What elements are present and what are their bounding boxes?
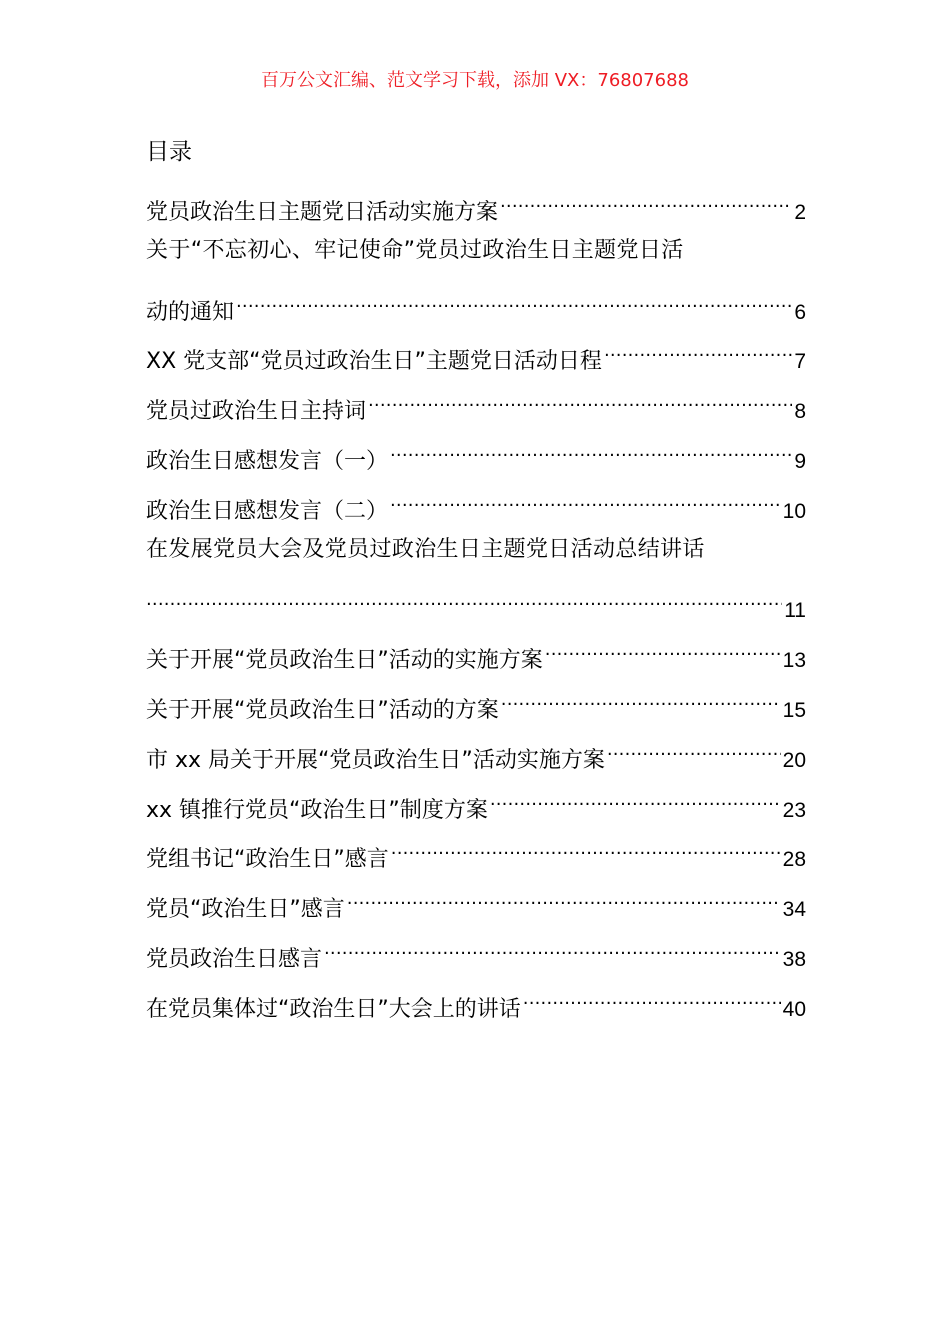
toc-entry[interactable] bbox=[146, 731, 806, 773]
toc-entry[interactable] bbox=[146, 432, 806, 474]
dot-leader bbox=[368, 382, 792, 418]
toc-entry[interactable] bbox=[146, 631, 806, 674]
toc-entry-label: 关于“不忘初心、牢记使命”党员过政治生日主题党日活 bbox=[146, 237, 684, 263]
dot-leader bbox=[390, 432, 792, 468]
dot-leader bbox=[146, 581, 782, 617]
toc-entry[interactable] bbox=[146, 382, 806, 425]
dot-leader bbox=[391, 830, 781, 866]
toc-entry[interactable] bbox=[146, 233, 806, 325]
toc-entry-page: 9 bbox=[794, 449, 806, 473]
toc-entry[interactable] bbox=[146, 183, 806, 225]
toc-entry[interactable] bbox=[146, 482, 806, 524]
toc-entry-label: 党员“政治生日”感言 bbox=[146, 897, 345, 923]
dot-leader bbox=[501, 681, 781, 717]
toc-entry-page: 20 bbox=[782, 748, 806, 772]
dot-leader bbox=[490, 781, 781, 817]
toc-entry-label: 党员政治生日感言 bbox=[146, 946, 323, 972]
toc-entry[interactable] bbox=[146, 830, 806, 873]
toc-entry[interactable] bbox=[146, 930, 806, 972]
toc-entry-page: 11 bbox=[784, 599, 806, 623]
toc-entry-page: 34 bbox=[782, 898, 806, 922]
toc-entry-page: 23 bbox=[782, 798, 806, 822]
dot-leader bbox=[390, 482, 781, 518]
toc-entry-label: 在党员集体过“政治生日”大会上的讲话 bbox=[146, 996, 521, 1022]
dot-leader bbox=[236, 283, 792, 319]
toc-entry[interactable] bbox=[146, 781, 806, 823]
toc-entry-page: 10 bbox=[782, 499, 806, 523]
toc-entry[interactable] bbox=[146, 681, 806, 723]
toc-entry-label: 在发展党员大会及党员过政治生日主题党日活动总结讲话 bbox=[146, 536, 705, 562]
toc-entry[interactable] bbox=[146, 980, 806, 1022]
dot-leader bbox=[347, 880, 781, 916]
toc-entry[interactable] bbox=[146, 532, 806, 623]
dot-leader bbox=[523, 980, 781, 1016]
toc-entry-label: 关于开展“党员政治生日”活动的实施方案 bbox=[146, 648, 543, 674]
toc-entry-label: 关于开展“党员政治生日”活动的方案 bbox=[146, 697, 499, 723]
toc-entry-page: 2 bbox=[794, 201, 806, 224]
toc-entry-page: 15 bbox=[782, 698, 806, 722]
toc-entry-label: xx 镇推行党员“政治生日”制度方案 bbox=[146, 797, 488, 823]
toc-entry[interactable] bbox=[146, 332, 806, 375]
toc-entry[interactable] bbox=[146, 880, 806, 923]
toc-entry-page: 38 bbox=[782, 947, 806, 971]
toc-entry-label: 党员过政治生日主持词 bbox=[146, 399, 367, 425]
toc-entry-page: 8 bbox=[794, 400, 806, 424]
toc-entry-label: 市 xx 局关于开展“党员政治生日”活动实施方案 bbox=[146, 747, 605, 773]
dot-leader bbox=[607, 731, 781, 767]
dot-leader bbox=[324, 930, 781, 966]
toc-entry-label: 政治生日感想发言（二） bbox=[146, 498, 389, 524]
dot-leader bbox=[500, 183, 792, 219]
toc-entry-page: 28 bbox=[782, 848, 806, 872]
dot-leader bbox=[604, 332, 792, 368]
table-of-contents bbox=[146, 134, 806, 1030]
toc-entry-page: 6 bbox=[794, 300, 806, 324]
header-note: 百万公文汇编、范文学习下载，添加 VX：76807688 bbox=[261, 70, 689, 91]
toc-entry-label-continued: 动的通知 bbox=[146, 299, 235, 325]
toc-entry-label: XX 党支部“党员过政治生日”主题党日活动日程 bbox=[146, 349, 602, 375]
toc-entry-page: 40 bbox=[782, 997, 806, 1021]
toc-entry-label: 党员政治生日主题党日活动实施方案 bbox=[146, 200, 499, 225]
toc-entry-label: 政治生日感想发言（一） bbox=[146, 448, 389, 474]
toc-entry-page: 13 bbox=[782, 649, 806, 673]
toc-entry-label: 党组书记“政治生日”感言 bbox=[146, 847, 389, 873]
toc-entry-page: 7 bbox=[794, 350, 806, 374]
toc-title: 目录 bbox=[146, 139, 192, 165]
dot-leader bbox=[545, 631, 781, 667]
